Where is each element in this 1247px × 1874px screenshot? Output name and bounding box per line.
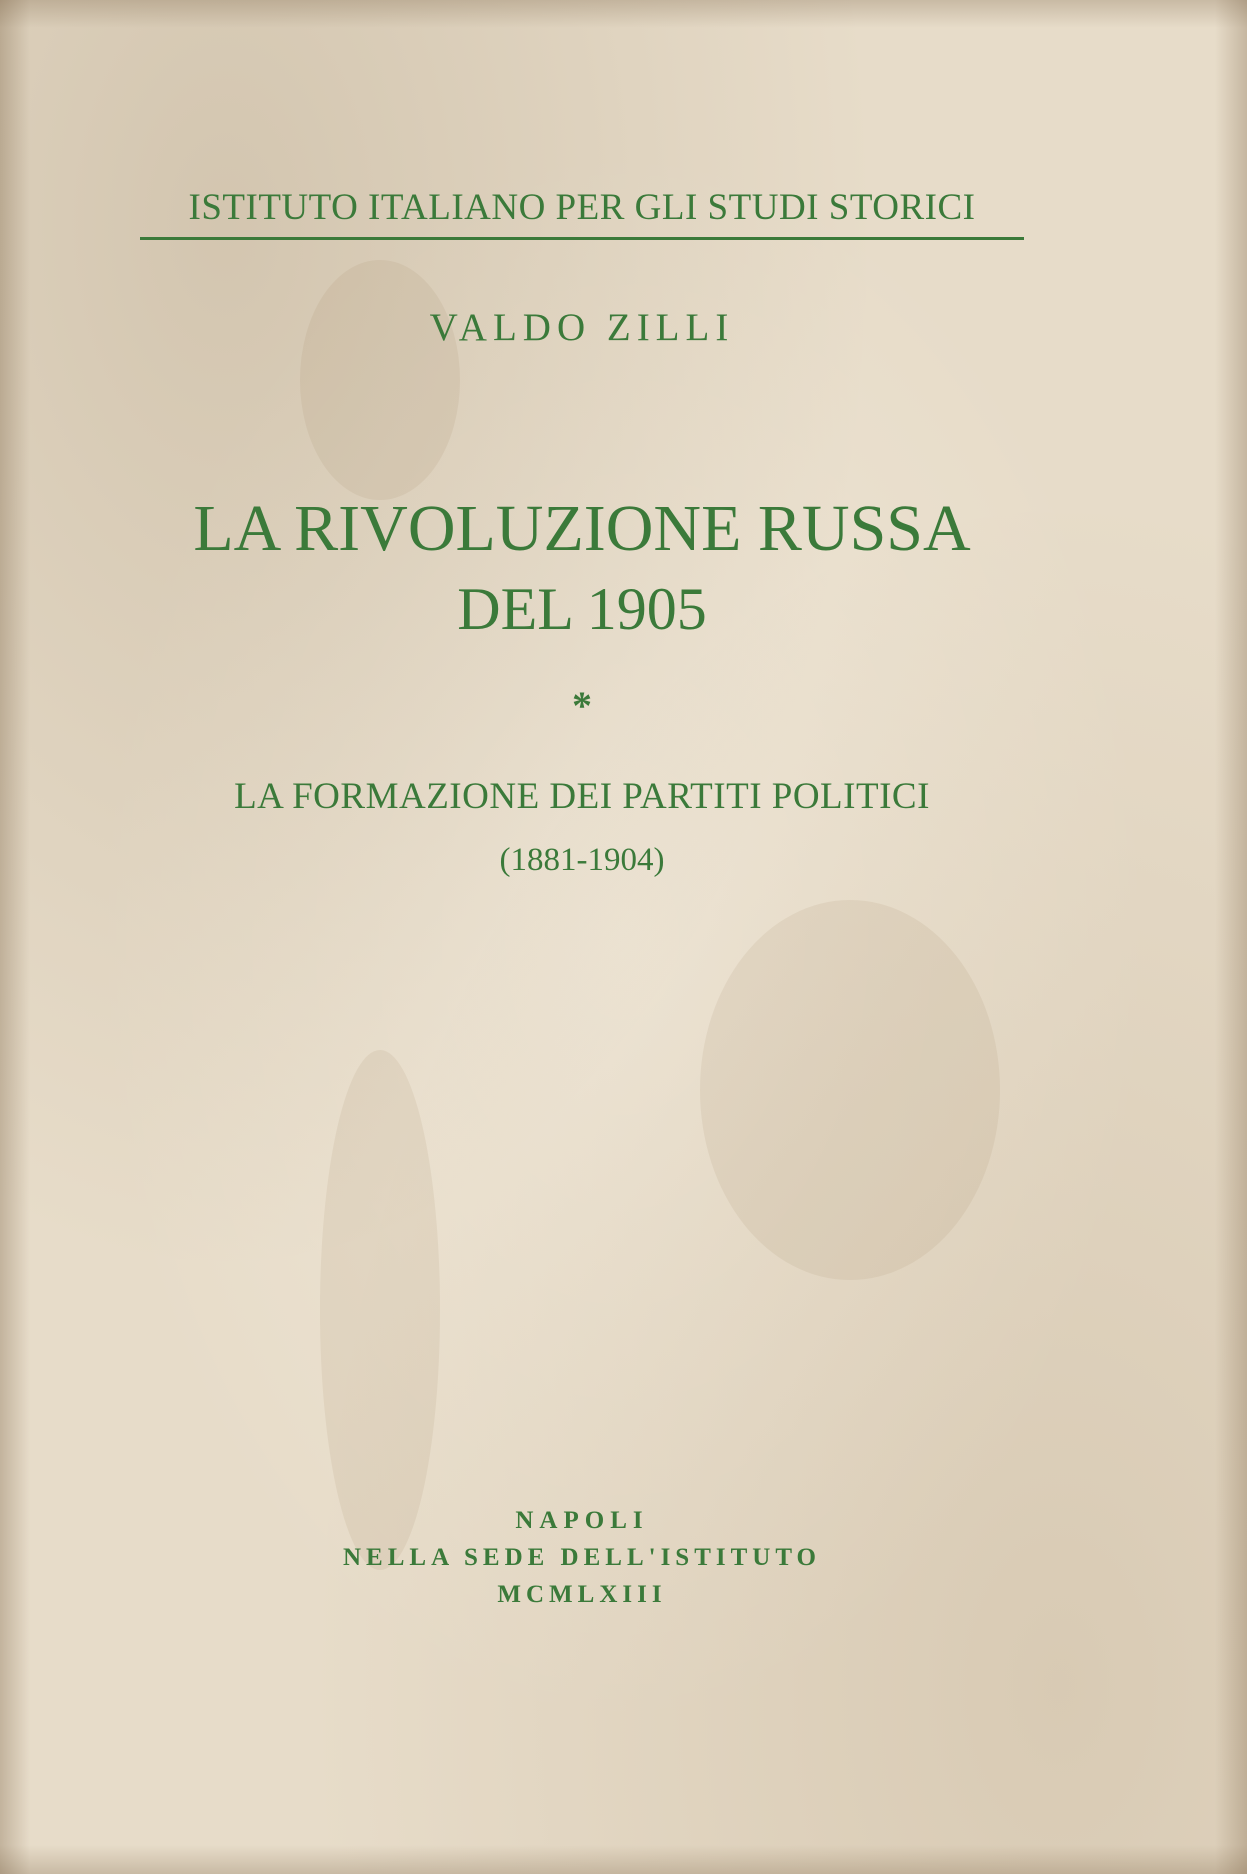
- imprint-year: MCMLXIII: [497, 1581, 667, 1608]
- paper-stain: [700, 900, 1000, 1280]
- institute-name: ISTITUTO ITALIANO PER GLI STUDI STORICI: [188, 187, 976, 228]
- header-rule: [140, 237, 1024, 240]
- title-line-2: DEL 1905: [457, 576, 707, 642]
- paper-stain: [300, 260, 460, 500]
- title-line-1: LA RIVOLUZIONE RUSSA: [193, 492, 971, 565]
- date-range: (1881-1904): [499, 842, 665, 878]
- asterisk-separator: *: [572, 683, 592, 728]
- imprint-city: NAPOLI: [515, 1507, 649, 1534]
- imprint-seat: NELLA SEDE DELL'ISTITUTO: [342, 1544, 822, 1571]
- author-name: VALDO ZILLI: [429, 306, 735, 349]
- subtitle: LA FORMAZIONE DEI PARTITI POLITICI: [234, 776, 930, 817]
- paper-stain: [320, 1050, 440, 1570]
